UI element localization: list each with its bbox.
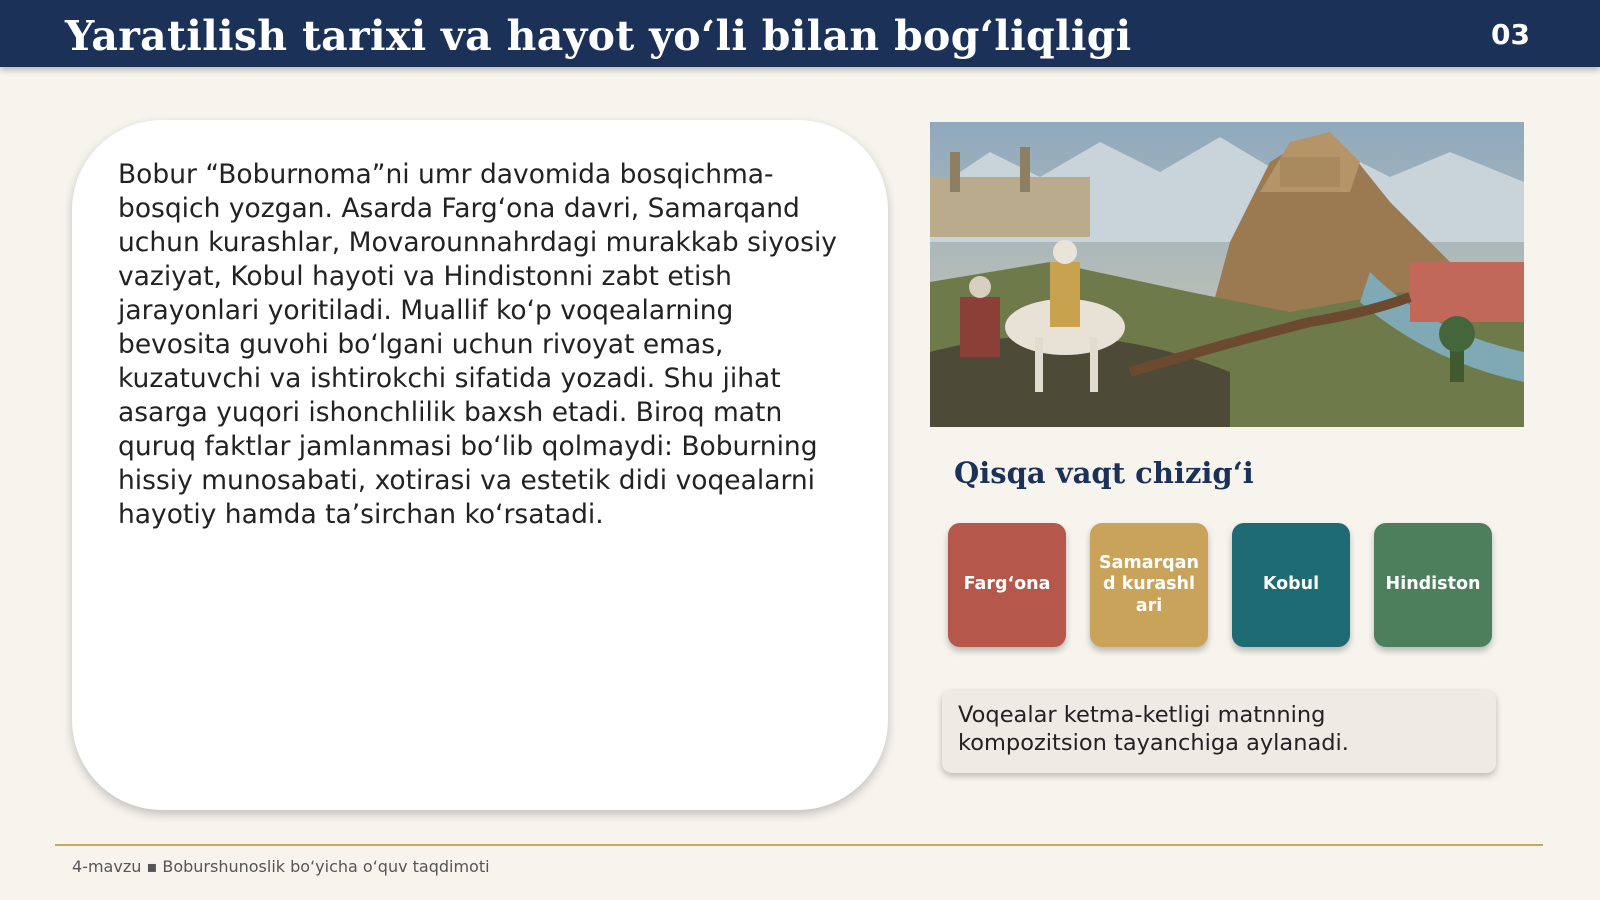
slide-header xyxy=(0,0,1600,67)
timeline-item-samarqand xyxy=(1090,523,1208,647)
timeline-item-kobul xyxy=(1232,523,1350,647)
timeline-item-label: Farg‘ona xyxy=(963,574,1051,595)
main-paragraph: Bobur “Boburnoma”ni umr davomida bosqichma-bosqich yozgan. Asarda Farg‘ona davri, Samarqand uchun kurashlar, Movarounnahrdagi murakkab siyosiy vaziyat, Kobul hayoti va Hindistonni zabt etish jarayonlari yoritiladi. Muallif ko‘p voqealarning bevosita guvohi bo‘lgani uchun rivoyat emas, kuzatuvchi va ishtirokchi sifatida yozadi. Shu jihat asarga yuqori ishonchlilik baxsh etadi. Biroq matn quruq faktlar jamlanmasi bo‘lib qolmaydi: Boburning hissiy munosabati, xotirasi va estetik didi voqealarni hayotiy hamda ta’sirchan ko‘rsatadi. xyxy=(118,159,837,530)
slide-title: Yaratilish tarixi va hayot yo‘li bilan bog‘liqligi xyxy=(65,12,1132,60)
timeline-item-hindiston xyxy=(1374,523,1492,647)
footer-text: 4-mavzu ▪ Boburshunoslik bo‘yicha o‘quv taqdimoti xyxy=(72,857,490,876)
timeline-item-label: Hindiston xyxy=(1385,574,1481,595)
note-box: Voqealar ketma-ketligi matnning kompozitsion tayanchiga aylanadi. xyxy=(942,690,1496,773)
timeline-title: Qisqa vaqt chizig‘i xyxy=(954,456,1254,490)
text-card xyxy=(72,120,888,810)
slide-number: 03 xyxy=(1491,18,1530,51)
miniature-image xyxy=(930,122,1524,427)
timeline-item-label: Kobul xyxy=(1262,574,1320,595)
timeline-item-fargona xyxy=(948,523,1066,647)
miniature-illustration xyxy=(930,122,1524,427)
timeline-item-label: Samarqand kurashlari xyxy=(1099,552,1199,616)
footer-divider xyxy=(55,844,1543,846)
